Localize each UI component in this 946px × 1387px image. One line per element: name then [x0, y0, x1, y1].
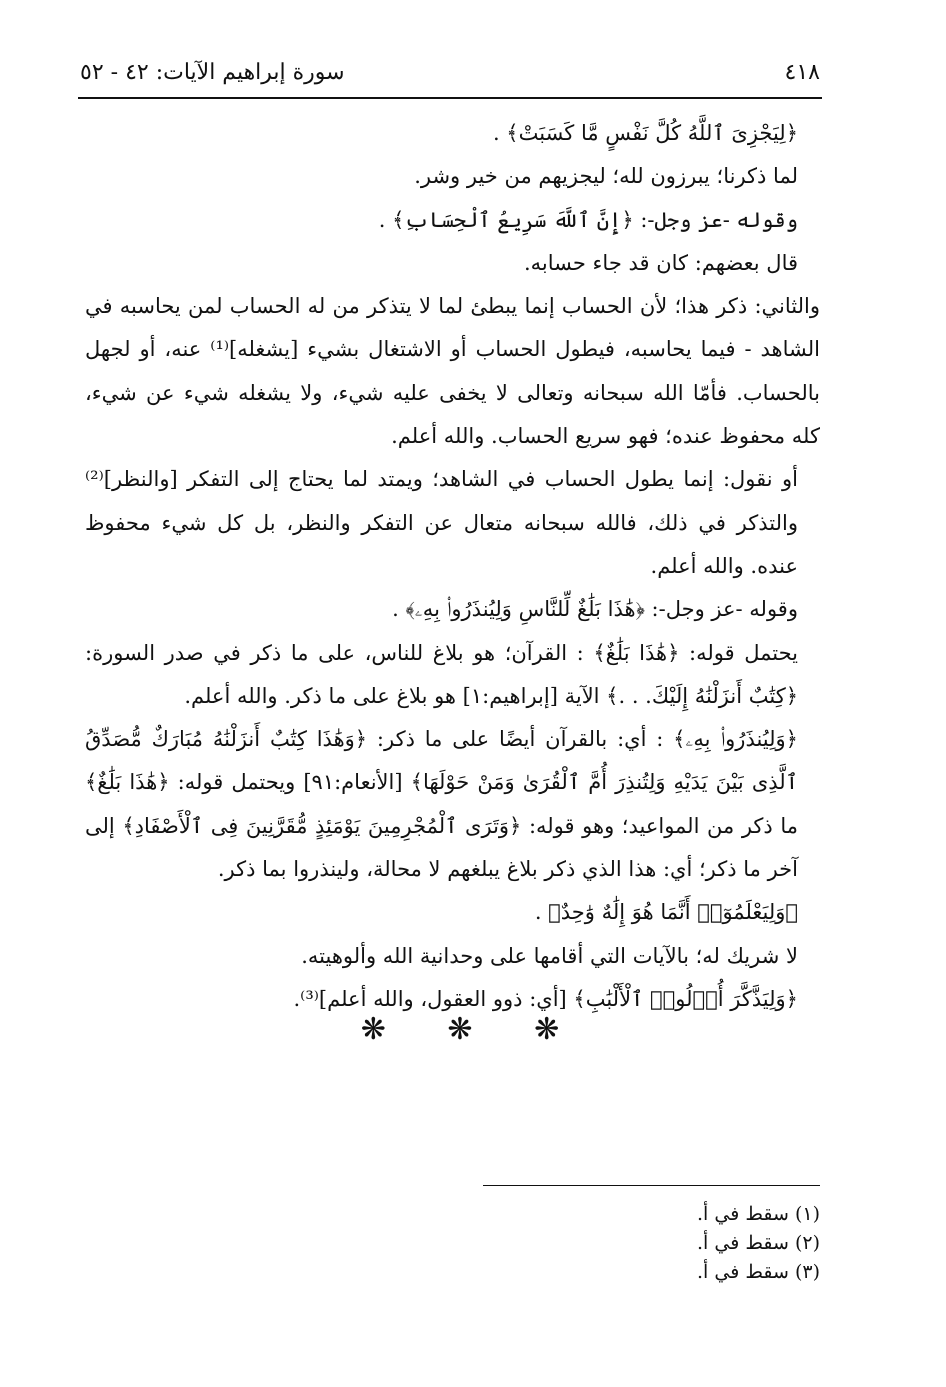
- paragraph: ﴿لِيَجْزِىَ ٱللَّهُ كُلَّ نَفْسٍ مَّا كَسَبَتْ﴾ .: [492, 121, 798, 145]
- footnote: (١) سقط في أ.: [697, 1203, 820, 1225]
- paragraph: ﴿وَلِيَعْلَمُوٓا۟ أَنَّمَا هُوَ إِلَٰهٌ وَٰحِدٌ﴾ .: [534, 900, 798, 925]
- paragraph: ﴿وَلِيُنذَرُوا۟ بِهِۦ﴾ : أي: بالقرآن أيضًا على ما ذكر: ﴿وَهَٰذَا كِتَٰبٌ أَنزَلْنَٰهُ مُبَارَكٌ مُّصَدِّقُ ٱلَّذِى بَيْنَ يَدَيْهِ وَلِتُنذِرَ أُمَّ ٱلْقُرَىٰ وَمَنْ حَوْلَهَا﴾ [الأنعام:٩١] ويحتمل قوله: ﴿هَٰذَا بَلَٰغٌ﴾ ما ذكر من المواعيد؛ وهو قوله: ﴿وَتَرَى ٱلْمُجْرِمِينَ يَوْمَئِذٍ مُّقَرَّنِينَ فِى ٱلْأَصْفَادِ﴾ إلى آخر ما ذكر؛ أي: هذا الذي ذكر بلاغ يبلغهم لا محالة، ولينذروا بما ذكر.: [85, 727, 798, 882]
- page-number: ٤١٨: [784, 60, 820, 85]
- header-rule: [78, 97, 822, 99]
- paragraph: قال بعضهم: كان قد جاء حسابه.: [523, 250, 798, 275]
- main-text: [85, 112, 820, 1021]
- footnotes: [500, 1200, 820, 1287]
- paragraph: والثاني: ذكر هذا؛ لأن الحساب إنما يبطئ لما لا يتذكر من له الحساب لمن يحاسبه في الشاهد - فيما يحاسبه، فيطول الحساب أو الاشتغال بشيء [يشغله]⁽¹⁾ عنه، أو لجهل بالحساب. فأمّا الله سبحانه وتعالى لا يخفى عليه شيء، ولا يشغله شيء عن شيء، كله محفوظ عنده؛ فهو سريع الحساب. والله أعلم.: [85, 294, 820, 449]
- section-separator: ❋ ❋ ❋: [360, 1012, 586, 1047]
- running-title: سورة إبراهيم الآيات: ٤٢ - ٥٢: [80, 60, 345, 85]
- paragraph: ﴿وَلِيَذَّكَّرَ أُو۟لُوا۟ ٱلْأَلْبَٰبِ﴾ [أي: ذوو العقول، والله أعلم]⁽³⁾.: [293, 986, 798, 1011]
- paragraph: أو نقول: إنما يطول الحساب في الشاهد؛ ويمتد لما يحتاج إلى التفكر [والنظر]⁽²⁾ والتذكر في ذلك، فالله سبحانه متعال عن التفكر والنظر، بل كل شيء محفوظ عنده. والله أعلم.: [85, 467, 798, 578]
- footnote: (٣) سقط في أ.: [697, 1261, 820, 1283]
- paragraph: لا شريك له؛ بالآيات التي أقامها على وحدانية الله وألوهيته.: [301, 943, 798, 968]
- footnote: (٢) سقط في أ.: [697, 1232, 820, 1254]
- paragraph: يحتمل قوله: ﴿هَٰذَا بَلَٰغٌ﴾ : القرآن؛ هو بلاغ للناس، على ما ذكر في صدر السورة: ﴿كِتَٰبٌ أَنزَلْنَٰهُ إِلَيْكَ. . .﴾ الآية [إبراهيم:١] هو بلاغ على ما ذكر. والله أعلم.: [85, 640, 798, 708]
- page-header: [80, 56, 820, 92]
- footnote-rule: [483, 1185, 820, 1186]
- paragraph: لما ذكرنا؛ يبرزون لله؛ ليجزيهم من خير وشر.: [414, 164, 798, 189]
- paragraph: وقوله -عز وجل-: ﴿إِنَّ ٱللَّهَ سَرِيعُ ٱلْحِسَابِ﴾ .: [378, 207, 798, 232]
- paragraph: وقوله -عز وجل-: ﴿هَٰذَا بَلَٰغٌ لِّلنَّاسِ وَلِيُنذَرُوا۟ بِهِۦ﴾ .: [392, 597, 798, 622]
